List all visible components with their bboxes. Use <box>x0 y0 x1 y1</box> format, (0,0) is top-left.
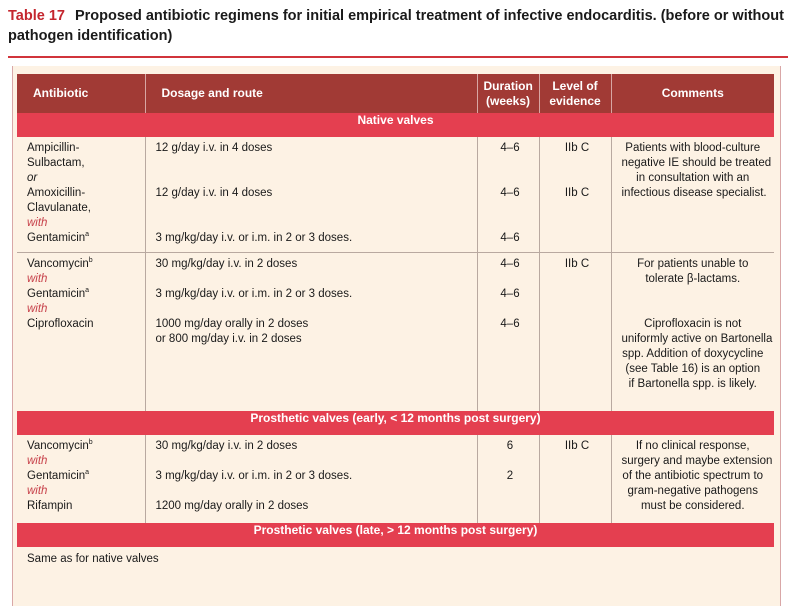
comment-line: Patients with blood-culture <box>625 142 761 154</box>
dosage-cell <box>145 137 477 253</box>
drug-name: Rifampin <box>27 500 73 512</box>
duration-value: 4–6 <box>500 142 520 154</box>
dosage-text: 12 g/day i.v. in 4 doses <box>155 142 273 154</box>
duration-value: 6 <box>506 440 514 452</box>
section-label: Prosthetic valves (early, < 12 months post surgery) <box>17 411 774 435</box>
connector-with: with <box>27 455 48 467</box>
drug-name <box>27 439 139 454</box>
duration-cell <box>477 137 539 253</box>
evidence-cell <box>539 435 611 523</box>
evidence-cell <box>539 137 611 253</box>
header-dosage: Dosage and route <box>145 74 477 113</box>
duration-value: 4–6 <box>500 187 520 199</box>
comments-cell <box>611 253 774 412</box>
antibiotic-regimen-table <box>17 74 774 575</box>
dosage-text: 1200 mg/day orally in 2 doses <box>155 500 309 512</box>
drug-name <box>27 257 139 272</box>
comments-cell <box>611 137 774 253</box>
connector-or: or <box>27 172 38 184</box>
evidence-value: IIb C <box>564 142 590 154</box>
table-caption <box>8 6 788 46</box>
connector-with: with <box>27 303 48 315</box>
comment-line: uniformly active on Bartonella <box>621 333 773 345</box>
drug-name: Ampicillin- <box>27 142 80 154</box>
drug-name <box>27 231 139 246</box>
connector-with: with <box>27 273 48 285</box>
connector-with: with <box>27 485 48 497</box>
table-title: Proposed antibiotic regimens for initial empirical treatment of infective endocarditis. (before or without pathogen identification) <box>8 8 784 44</box>
dosage-cell <box>145 253 477 412</box>
drug-name: Clavulanate, <box>27 202 91 214</box>
duration-cell <box>477 253 539 412</box>
duration-value: 4–6 <box>500 258 520 270</box>
dosage-text: 1000 mg/day orally in 2 doses <box>155 318 309 330</box>
drug-name: Amoxicillin- <box>27 187 86 199</box>
comment-line: If no clinical response, <box>635 440 750 452</box>
table-row <box>17 253 774 412</box>
comment-line: must be considered. <box>640 500 745 512</box>
header-antibiotic: Antibiotic <box>17 74 145 113</box>
comment-line: negative IE should be treated <box>621 157 772 169</box>
table-row <box>17 435 774 523</box>
dosage-text: 12 g/day i.v. in 4 doses <box>155 187 273 199</box>
section-prosthetic-late <box>17 523 774 547</box>
header-duration-line2: (weeks) <box>485 93 531 108</box>
header-level-line2: evidence <box>549 93 601 108</box>
drug-name-text: Gentamicin <box>27 232 86 244</box>
dosage-cell <box>145 435 477 523</box>
drug-name-text: Vancomycin <box>27 258 89 270</box>
footnote-marker: b <box>88 257 93 265</box>
duration-value: 4–6 <box>500 318 520 330</box>
header-row <box>17 74 774 113</box>
drug-name <box>27 469 139 484</box>
antibiotic-cell <box>17 435 145 523</box>
comment-line: infectious disease specialist. <box>621 187 767 199</box>
footnote-marker: b <box>88 439 93 447</box>
section-prosthetic-early <box>17 411 774 435</box>
drug-name-text: Gentamicin <box>27 288 86 300</box>
evidence-cell <box>539 253 611 412</box>
section-label: Prosthetic valves (late, > 12 months post surgery) <box>17 523 774 547</box>
comment-line: in consultation with an <box>636 172 750 184</box>
comment-line: tolerate β-lactams. <box>645 273 741 285</box>
drug-name <box>27 287 139 302</box>
dosage-text: 30 mg/kg/day i.v. in 2 doses <box>155 258 298 270</box>
header-level-line1: Level of <box>552 78 598 93</box>
late-prosthetic-note: Same as for native valves <box>17 547 774 575</box>
table-row <box>17 137 774 253</box>
table-row <box>17 547 774 575</box>
dosage-text: 3 mg/kg/day i.v. or i.m. in 2 or 3 doses. <box>155 232 353 244</box>
drug-name: Ciprofloxacin <box>27 318 94 330</box>
section-label: Native valves <box>17 113 774 137</box>
evidence-value: IIb C <box>564 258 590 270</box>
duration-value: 2 <box>506 470 514 482</box>
antibiotic-cell <box>17 253 145 412</box>
comment-line: gram-negative pathogens <box>627 485 758 497</box>
comment-line: For patients unable to <box>637 258 749 270</box>
table-number: Table 17 <box>8 8 65 24</box>
comment-line: Ciprofloxacin is not <box>644 318 742 330</box>
drug-name: Sulbactam, <box>27 157 85 169</box>
comment-line: of the antibiotic spectrum to <box>622 470 764 482</box>
header-duration-line1: Duration <box>483 78 533 93</box>
footnote-marker: a <box>85 231 90 239</box>
comment-line: if Bartonella spp. is likely. <box>628 378 757 390</box>
duration-value: 4–6 <box>500 288 520 300</box>
comment-line: (see Table 16) is an option <box>625 363 761 375</box>
comments-cell <box>611 435 774 523</box>
evidence-value: IIb C <box>564 440 590 452</box>
connector-with: with <box>27 217 48 229</box>
header-level <box>539 74 611 113</box>
footnote-marker: a <box>85 469 90 477</box>
duration-cell <box>477 435 539 523</box>
comment-line: spp. Addition of doxycycline <box>622 348 764 360</box>
comment-line: surgery and maybe extension <box>621 455 773 467</box>
header-duration <box>477 74 539 113</box>
header-comments: Comments <box>611 74 774 113</box>
duration-value: 4–6 <box>500 232 520 244</box>
footnote-marker: a <box>85 287 90 295</box>
dosage-text: 30 mg/kg/day i.v. in 2 doses <box>155 440 298 452</box>
section-native-valves <box>17 113 774 137</box>
dosage-text: 3 mg/kg/day i.v. or i.m. in 2 or 3 doses. <box>155 470 353 482</box>
title-divider <box>8 56 788 58</box>
drug-name-text: Vancomycin <box>27 440 89 452</box>
antibiotic-cell <box>17 137 145 253</box>
evidence-value: IIb C <box>564 187 590 199</box>
dosage-text: 3 mg/kg/day i.v. or i.m. in 2 or 3 doses. <box>155 288 353 300</box>
dosage-text: or 800 mg/day i.v. in 2 doses <box>155 333 302 345</box>
drug-name-text: Gentamicin <box>27 470 86 482</box>
